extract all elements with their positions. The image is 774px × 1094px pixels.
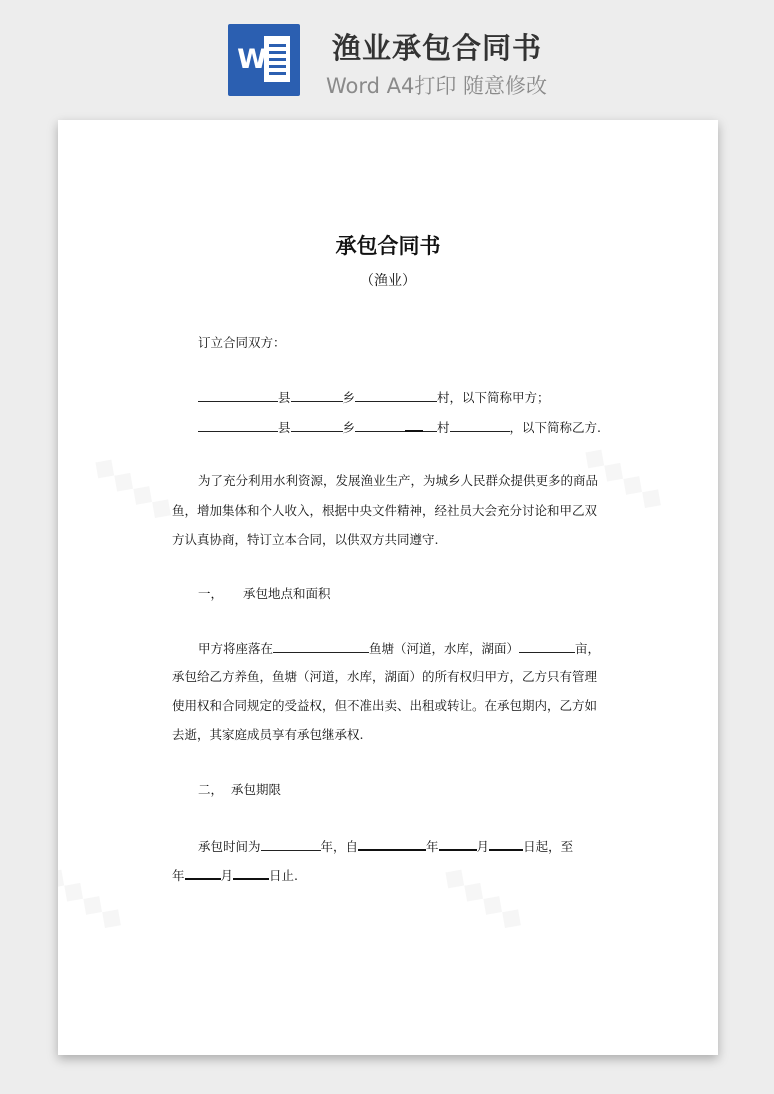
party-b-line: 县 乡 村 ，以下简称乙方. bbox=[198, 417, 601, 436]
preamble-line: 鱼，增加集体和个人收入，根据中央文件精神，经社员大会充分讨论和甲乙双 bbox=[172, 503, 598, 518]
word-icon bbox=[228, 24, 300, 96]
section-2-line: 年 月 日止. bbox=[172, 865, 298, 884]
blank-field[interactable] bbox=[291, 418, 343, 432]
blank-field[interactable] bbox=[450, 418, 510, 432]
blank-field[interactable] bbox=[291, 388, 343, 402]
section-1-heading: 一， 承包地点和面积 bbox=[198, 586, 331, 601]
section-1-line: 去逝，其家庭成员享有承包继承权. bbox=[172, 727, 364, 742]
parties-intro: 订立合同双方： bbox=[198, 335, 286, 350]
banner-title: 渔业承包合同书 bbox=[332, 31, 543, 65]
contract-title: 承包合同书 bbox=[335, 234, 441, 258]
word-icon-letter: W bbox=[237, 44, 267, 75]
banner-subtitle: Word A4打印 随意修改 bbox=[326, 74, 548, 98]
section-2-line: 承包时间为 年，自 年 月 日起，至 bbox=[198, 836, 573, 855]
watermark bbox=[436, 857, 532, 939]
blank-field[interactable] bbox=[489, 836, 523, 851]
blank-field[interactable] bbox=[355, 418, 405, 432]
section-1-line: 承包给乙方养鱼，鱼塘（河道，水库，湖面）的所有权归甲方，乙方只有管理 bbox=[172, 669, 598, 684]
blank-field[interactable] bbox=[273, 639, 369, 653]
preamble-line: 为了充分利用水利资源，发展渔业生产，为城乡人民群众提供更多的商品 bbox=[198, 473, 599, 488]
section-1-line: 使用权和合同规定的受益权，但不准出卖、出租或转让。在承包期内，乙方如 bbox=[172, 698, 598, 713]
header-banner bbox=[0, 0, 774, 110]
blank-field[interactable] bbox=[405, 417, 423, 432]
watermark bbox=[58, 857, 132, 939]
blank-field[interactable] bbox=[198, 418, 278, 432]
contract-subtitle: （渔业） bbox=[360, 273, 416, 289]
blank-field[interactable] bbox=[519, 639, 575, 653]
blank-field[interactable] bbox=[355, 388, 437, 402]
blank-field[interactable] bbox=[439, 836, 477, 851]
watermark bbox=[86, 447, 182, 529]
blank-field[interactable] bbox=[423, 418, 437, 432]
section-2-heading: 二， 承包期限 bbox=[198, 782, 282, 797]
section-1-line: 甲方将座落在 鱼塘（河道，水库，湖面） 亩， bbox=[198, 641, 601, 656]
preamble-line: 方认真协商，特订立本合同，以供双方共同遵守. bbox=[172, 532, 439, 547]
party-a-line: 县 乡 村，以下简称甲方； bbox=[198, 388, 550, 406]
document-page bbox=[58, 120, 718, 1055]
blank-field[interactable] bbox=[185, 865, 221, 880]
blank-field[interactable] bbox=[358, 836, 426, 851]
blank-field[interactable] bbox=[233, 865, 269, 880]
blank-field[interactable] bbox=[198, 388, 278, 402]
blank-field[interactable] bbox=[261, 837, 321, 851]
